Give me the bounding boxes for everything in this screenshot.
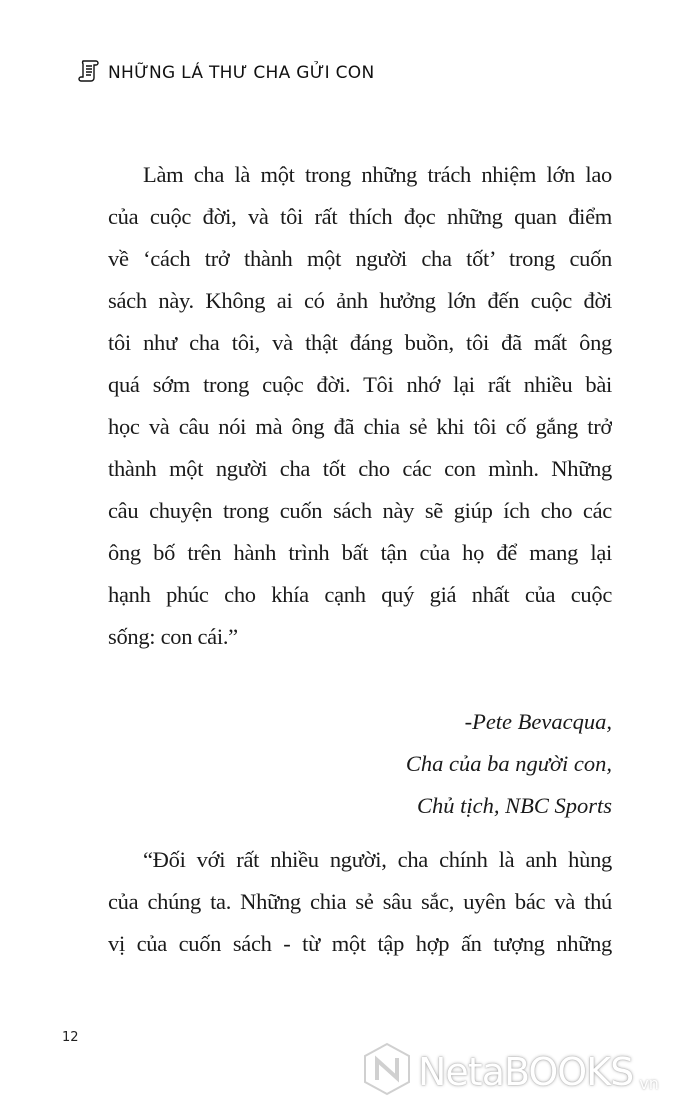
- text-line: học và câu nói mà ông đã chia sẻ khi tôi cố gắng trở: [108, 414, 612, 439]
- text-line: Làm cha là một trong những trách nhiệm lớn lao: [143, 162, 612, 187]
- text-line: câu chuyện trong cuốn sách này sẽ giúp ích cho các: [108, 498, 612, 523]
- text-line: tôi như cha tôi, và thật đáng buồn, tôi đã mất ông: [108, 330, 612, 355]
- text-line: thành một người cha tốt cho các con mình. Những: [108, 456, 612, 481]
- text-line: vị của cuốn sách - từ một tập hợp ấn tượng những: [108, 931, 612, 956]
- text-line: của chúng ta. Những chia sẻ sâu sắc, uyên bác và thú: [108, 889, 612, 914]
- netabooks-watermark: [362, 1042, 659, 1101]
- netabooks-logo-icon: [362, 1042, 412, 1101]
- book-title: NHỮNG LÁ THƯ CHA GỬI CON: [108, 62, 375, 83]
- quote-paragraph-2: [108, 839, 612, 965]
- running-header: [78, 58, 374, 87]
- attribution-role: Cha của ba người con,: [405, 751, 612, 776]
- text-line: sống: con cái.”: [108, 624, 238, 649]
- text-line: của cuộc đời, và tôi rất thích đọc những quan điểm: [108, 204, 612, 229]
- quote-attribution: [406, 701, 612, 827]
- attribution-title: Chủ tịch, NBC Sports: [416, 793, 612, 818]
- text-line: quá sớm trong cuộc đời. Tôi nhớ lại rất nhiều bài: [108, 372, 612, 397]
- quote-paragraph-1: [108, 154, 612, 658]
- text-line: sách này. Không ai có ảnh hưởng lớn đến cuộc đời: [108, 288, 612, 313]
- text-line: hạnh phúc cho khía cạnh quý giá nhất của cuộc: [108, 582, 612, 607]
- page-number: 12: [62, 1030, 79, 1045]
- text-line: “Đối với rất nhiều người, cha chính là anh hùng: [143, 847, 612, 872]
- attribution-name: -Pete Bevacqua,: [464, 709, 612, 734]
- scroll-icon: [78, 58, 100, 87]
- watermark-suffix: vn: [639, 1074, 659, 1093]
- text-line: về ‘cách trở thành một người cha tốt’ trong cuốn: [108, 246, 612, 271]
- watermark-brand: NetaBOOKS: [418, 1049, 634, 1094]
- text-line: ông bố trên hành trình bất tận của họ để mang lại: [108, 540, 612, 565]
